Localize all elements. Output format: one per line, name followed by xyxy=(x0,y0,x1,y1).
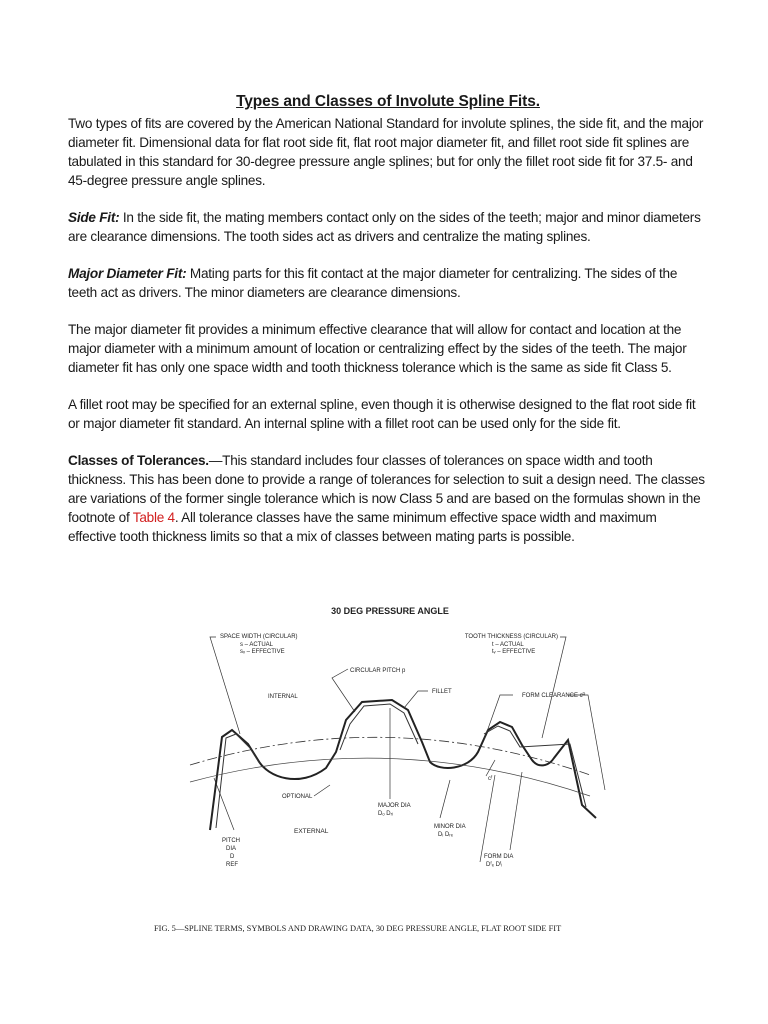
major-fit-paragraph xyxy=(68,264,708,302)
figure-heading: 30 DEG PRESSURE ANGLE xyxy=(331,606,449,616)
tooth-thickness-label: TOOTH THICKNESS (CIRCULAR) xyxy=(464,634,558,640)
classes-text-before: —This standard includes four classes of tolerances on space width and tooth thickness. This has been done to provide a range of tolerances for selection to suit a design need. The classes are variations of the former single tolerance which is now Class 5 and are based on the formulas shown in the footnote of xyxy=(68,453,705,525)
minor-dia-symbol: Dᵢ Dᵣₑ xyxy=(438,832,453,838)
space-width-label: SPACE WIDTH (CIRCULAR) xyxy=(220,634,298,640)
space-width-effective: sᵥ – EFFECTIVE xyxy=(240,649,285,655)
space-width-actual: s – ACTUAL xyxy=(240,642,274,648)
major-diameter-paragraph: The major diameter fit provides a minimum effective clearance that will allow for contact and location at the major diameter with a minimum amount of location or centralizing effect by the sides of the teeth. The major diameter fit has only one space width and tooth thickness tolerance which is the same as side fit Class 5. xyxy=(68,322,687,375)
optional-label: OPTIONAL xyxy=(282,794,313,800)
spline-figure xyxy=(150,600,620,945)
page-title: Types and Classes of Involute Spline Fits. xyxy=(236,93,540,110)
internal-label: INTERNAL xyxy=(268,694,298,700)
form-dia-label: FORM DIA xyxy=(484,854,514,860)
spline-diagram xyxy=(150,600,620,945)
circular-pitch-label: CIRCULAR PITCH p xyxy=(350,668,406,674)
intro-paragraph: Two types of fits are covered by the American National Standard for involute splines, the side fit, and the major diameter fit. Dimensional data for flat root side fit, flat root major diameter fit, and fillet root side fit splines are tabulated in this standard for 30-degree pressure angle splines; but for only the fillet root side fit for 37.5- and 45-degree pressure angle splines. xyxy=(68,116,704,188)
side-fit-label: Side Fit: xyxy=(68,210,120,225)
figure-caption: FIG. 5—SPLINE TERMS, SYMBOLS AND DRAWING DATA, 30 DEG PRESSURE ANGLE, FLAT ROOT SIDE FIT xyxy=(154,924,562,933)
external-label: EXTERNAL xyxy=(294,828,329,835)
pitch-dia-label-2: DIA xyxy=(226,846,237,852)
major-fit-text: Mating parts for this fit contact at the major diameter for centralizing. The sides of the teeth act as drivers. The minor diameters are clearance dimensions. xyxy=(68,266,678,300)
form-clearance-label: FORM CLEARANCE cᴿ xyxy=(522,693,586,699)
pitch-dia-label: PITCH xyxy=(222,838,240,844)
spline-profile xyxy=(210,700,596,830)
fillet-label: FILLET xyxy=(432,689,452,695)
cf-label: cᶠ xyxy=(488,776,493,782)
side-fit-text: In the side fit, the mating members contact only on the sides of the teeth; major and minor diameters are clearance dimensions. The tooth sides act as drivers and centralize the mating splines. xyxy=(68,210,701,244)
tooth-thickness-effective: tᵥ – EFFECTIVE xyxy=(492,649,536,655)
major-dia-symbol: Dₒ Dᵣᵢ xyxy=(378,811,393,817)
internal-profile xyxy=(216,704,586,828)
minor-dia-label: MINOR DIA xyxy=(434,824,466,830)
document-body xyxy=(68,92,708,546)
classes-label: Classes of Tolerances. xyxy=(68,453,209,468)
major-fit-label: Major Diameter Fit: xyxy=(68,266,187,281)
classes-paragraph xyxy=(68,451,708,546)
leader-lines xyxy=(210,637,605,862)
form-dia-symbol: Dᶠₑ Dᶠᵢ xyxy=(486,862,503,868)
pitch-dia-ref: REF xyxy=(226,862,238,868)
fillet-root-paragraph: A fillet root may be specified for an external spline, even though it is otherwise designed to the flat root side fit or major diameter fit standard. An internal spline with a fillet root can be used only for the side fit. xyxy=(68,397,696,431)
major-dia-label: MAJOR DIA xyxy=(378,803,411,809)
side-fit-paragraph xyxy=(68,208,708,246)
classes-text-after: . All tolerance classes have the same minimum effective space width and maximum effective tooth thickness limits so that a mix of classes between mating parts is possible. xyxy=(68,510,657,544)
tooth-thickness-actual: t – ACTUAL xyxy=(492,642,524,648)
table-4-link[interactable]: Table 4 xyxy=(132,510,175,525)
pitch-dia-symbol: D xyxy=(230,854,235,860)
